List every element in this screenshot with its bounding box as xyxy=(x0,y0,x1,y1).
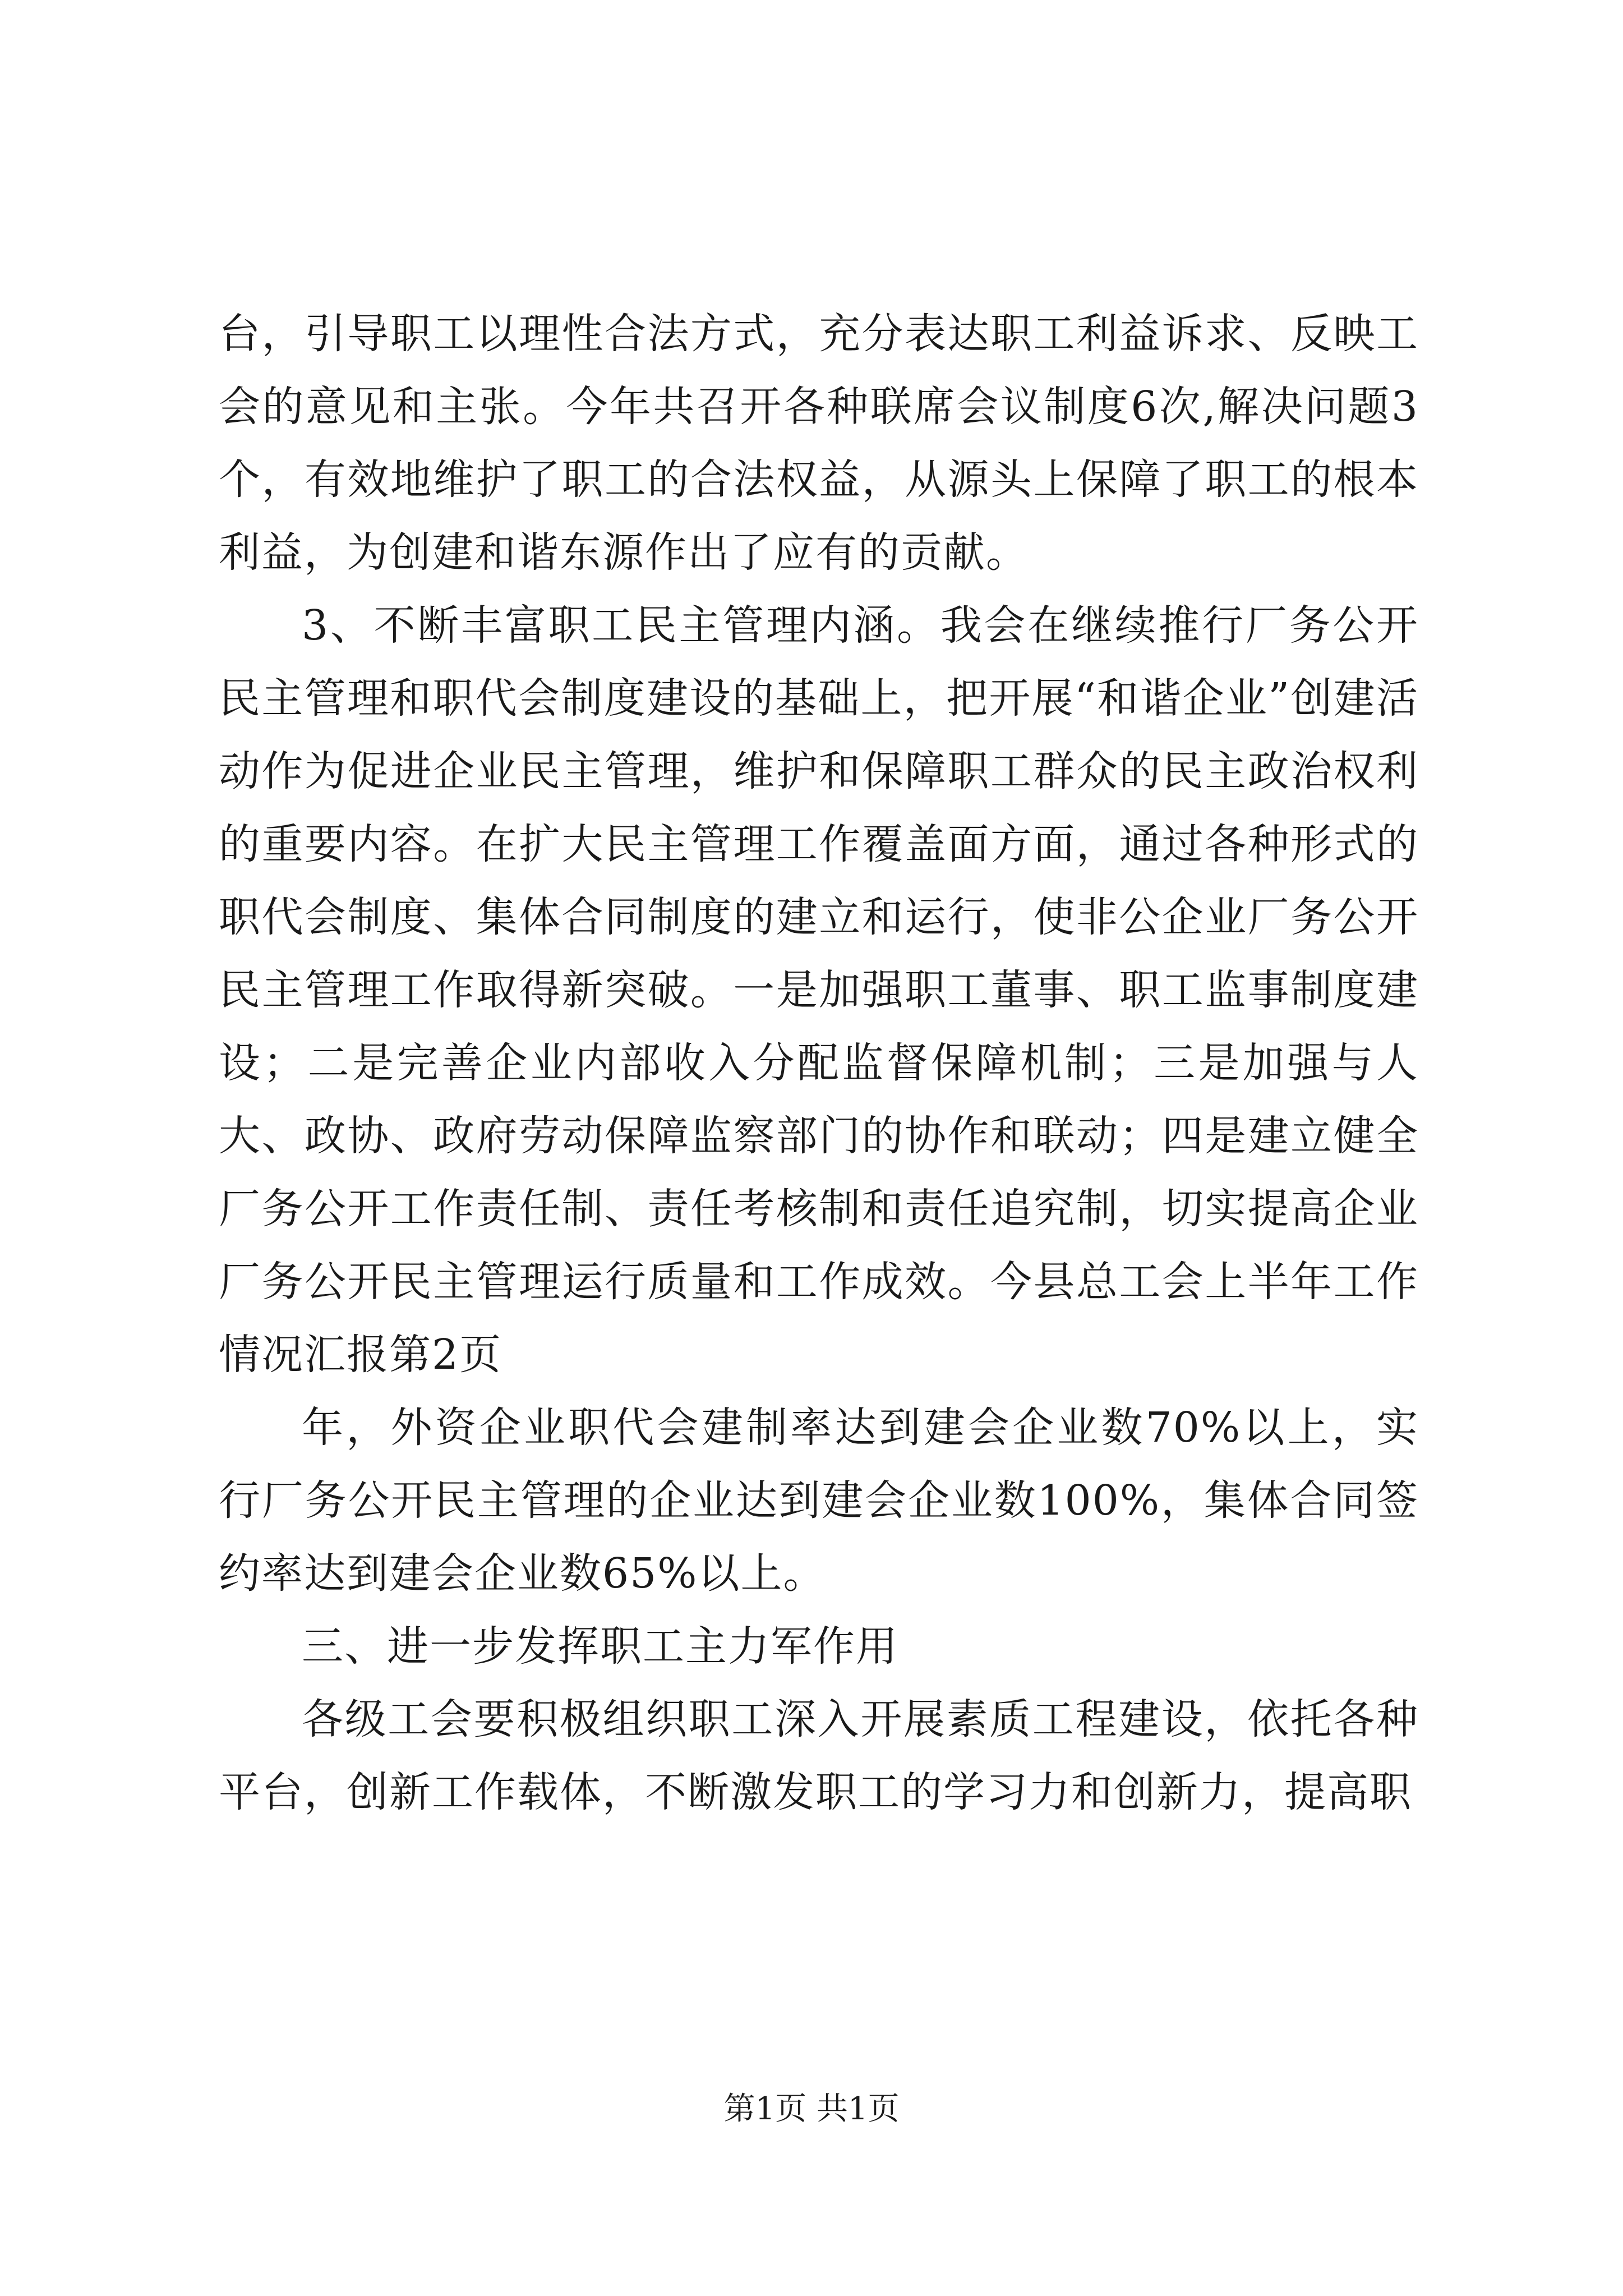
paragraph-1: 台，引导职工以理性合法方式，充分表达职工利益诉求、反映工会的意见和主张。今年共召开各种联席会议制度6次,解决问题3个，有效地维护了职工的合法权益，从源头上保障了职工的根本利益，为创建和谐东源作出了应有的贡献。 xyxy=(219,310,1419,577)
paragraph-4: 各级工会要积极组织职工深入开展素质工程建设，依托各种平台，创新工作载体，不断激发职工的学习力和创新力，提高职 xyxy=(219,1695,1419,1816)
document-body xyxy=(219,297,1419,1829)
paragraph-2: 3、不断丰富职工民主管理内涵。我会在继续推行厂务公开民主管理和职代会制度建设的基础上，把开展“和谐企业”创建活动作为促进企业民主管理，维护和保障职工群众的民主政治权利的重要内容。在扩大民主管理工作覆盖面方面，通过各种形式的职代会制度、集体合同制度的建立和运行，使非公企业厂务公开民主管理工作取得新突破。一是加强职工董事、职工监事制度建设；二是完善企业内部收入分配监督保障机制；三是加强与人大、政协、政府劳动保障监察部门的协作和联动；四是建立健全厂务公开工作责任制、责任考核制和责任追究制，切实提高企业厂务公开民主管理运行质量和工作成效。今县总工会上半年工作情况汇报第2页 xyxy=(219,601,1419,1379)
section-heading: 三、进一步发挥职工主力军作用 xyxy=(302,1622,898,1671)
paragraph-3: 年，外资企业职代会建制率达到建会企业数70%以上，实行厂务公开民主管理的企业达到建会企业数100%，集体合同签约率达到建会企业数65%以上。 xyxy=(219,1404,1419,1598)
page-footer: 第1页 共1页 xyxy=(723,2091,900,2127)
